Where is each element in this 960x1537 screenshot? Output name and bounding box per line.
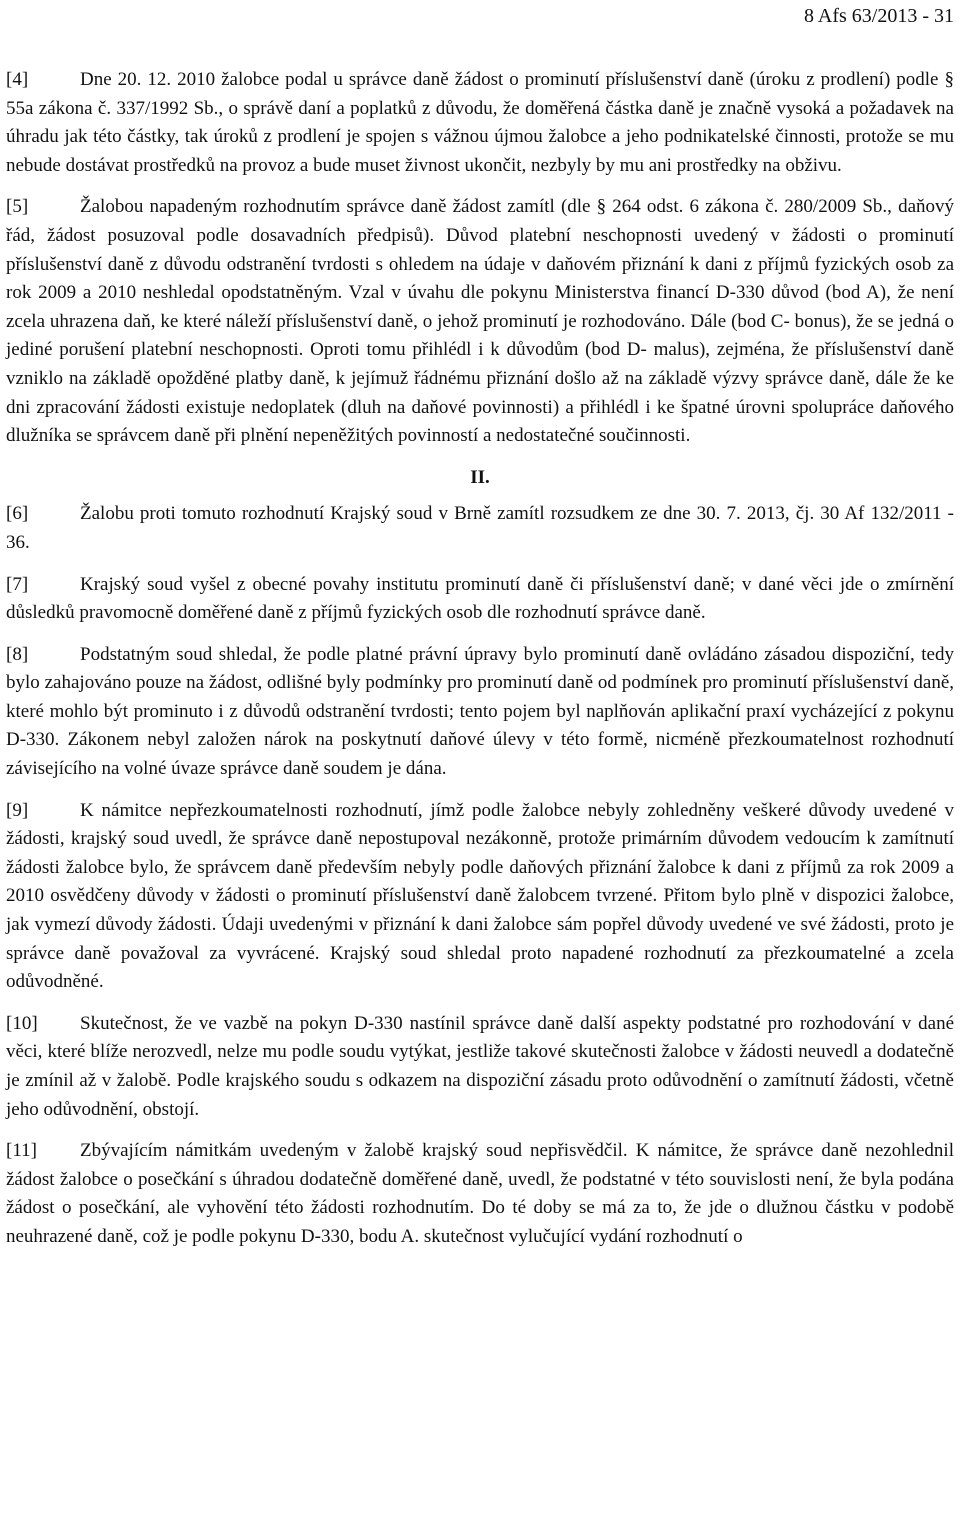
paragraph-text: Zbývajícím námitkám uvedeným v žalobě krajský soud nepřisvědčil. K námitce, že správce daně nezohlednil žádost žalobce o posečkání s úhradou dodatečně doměřené daně, uvedl, že podstatné v této souvislosti není, že byla podána žádost o posečkání, ale vyhovění této žádosti rozhodnutím. Do té doby se má za to, že jde o dlužnou částku v podobě neuhrazené daně, což je podle pokynu D-330, bodu A. skutečnost vylučující vydání rozhodnutí o — [6, 1140, 954, 1247]
paragraph-11 — [6, 1137, 954, 1251]
document-body — [6, 66, 954, 1252]
paragraph-4 — [6, 66, 954, 180]
paragraph-text: Krajský soud vyšel z obecné povahy institutu prominutí daně či příslušenství daně; v dané věci jde o zmírnění důsledků pravomocně doměřené daně z příjmů fyzických osob dle rozhodnutí správce daně. — [6, 573, 954, 624]
paragraph-number: [10] — [6, 1012, 38, 1034]
paragraph-8 — [6, 641, 954, 784]
paragraph-5 — [6, 193, 954, 450]
paragraph-number: [5] — [6, 196, 29, 218]
paragraph-9 — [6, 797, 954, 997]
paragraph-10 — [6, 1010, 954, 1124]
paragraph-7 — [6, 571, 954, 628]
paragraph-number: [11] — [6, 1140, 37, 1162]
paragraph-text: Dne 20. 12. 2010 žalobce podal u správce daně žádost o prominutí příslušenství daně (úroku z prodlení) podle § 55a zákona č. 337/1992 Sb., o správě daní a poplatků z důvodu, že doměřená částka daně je značně vysoká a požadavek na úhradu jak této částky, tak úroků z prodlení je spojen s vážnou újmou žalobce a jeho podnikatelské činnosti, protože se mu nebude dostávat prostředků na provoz a bude muset živnost ukončit, nezbyly by mu ani prostředky na obživu. — [6, 69, 954, 176]
paragraph-number: [9] — [6, 799, 29, 821]
paragraph-text: Podstatným soud shledal, že podle platné právní úpravy bylo prominutí daně ovládáno zásadou dispoziční, tedy bylo zahajováno pouze na žádost, odlišné byly podmínky pro prominutí daně od podmínek pro prominutí příslušenství daně, které mohlo být prominuto i z důvodů odstranění tvrdosti; tento pojem byl naplňován aplikační praxí vycházející z pokynu D-330. Zákonem nebyl založen nárok na poskytnutí daňové úlevy v této formě, nicméně přezkoumatelnost rozhodnutí závisejícího na volné úvaze správce daně soudem je dána. — [6, 643, 954, 780]
paragraph-number: [6] — [6, 503, 29, 525]
paragraph-text: Žalobou napadeným rozhodnutím správce daně žádost zamítl (dle § 264 odst. 6 zákona č. 280/2009 Sb., daňový řád, žádost posuzoval podle dosavadních předpisů). Důvod platební neschopnosti uvedený v žádosti o prominutí příslušenství daně z důvodu odstranění tvrdosti s ohledem na údaje v daňovém přiznání k dani z příjmů fyzických osob za rok 2009 a 2010 neshledal opodstatněným. Vzal v úvahu dle pokynu Ministerstva financí D-330 důvod (bod A), že není zcela uhrazena daň, ke které náleží příslušenství daně, o jehož prominutí je rozhodováno. Dále (bod C- bonus), že se jedná o jediné porušení platební neschopnosti. Oproti tomu přihlédl i k důvodům (bod D- malus), zejména, že příslušenství daně vzniklo na základě opožděné platby daně, k jejímuž řádnému přiznání došlo až na základě výzvy správce daně, dále že ke dni zpracování žádosti existuje nedoplatek (dluh na daňové povinnosti) a přihlédl i ke špatné úrovni spolupráce daňového dlužníka se správcem daně při plnění nepeněžitých povinností a nedostatečné součinnosti. — [6, 196, 954, 447]
paragraph-number: [7] — [6, 573, 29, 595]
paragraph-6 — [6, 500, 954, 557]
paragraph-number: [8] — [6, 643, 29, 665]
paragraph-text: K námitce nepřezkoumatelnosti rozhodnutí, jímž podle žalobce nebyly zohledněny veškeré důvody uvedené v žádosti, krajský soud uvedl, že správce daně nepostupoval nezákonně, protože primárním důvodem vedoucím k zamítnutí žádosti žalobce bylo, že správcem daně především nebyly podle daňových přiznání žalobce k dani z příjmů za rok 2009 a 2010 osvědčeny důvody v žádosti o prominutí příslušenství daně žalobcem tvrzené. Přitom bylo plně v dispozici žalobce, jak vymezí důvody žádosti. Údaji uvedenými v přiznání k dani žalobce sám popřel důvody uvedené ve své žádosti, proto je správce daně považoval za vyvrácené. Krajský soud shledal proto napadené rozhodnutí za přezkoumatelné a zcela odůvodněné. — [6, 799, 954, 993]
paragraph-text: Žalobu proti tomuto rozhodnutí Krajský soud v Brně zamítl rozsudkem ze dne 30. 7. 2013, čj. 30 Af 132/2011 - 36. — [6, 503, 954, 553]
paragraph-text: Skutečnost, že ve vazbě na pokyn D-330 nastínil správce daně další aspekty podstatné pro rozhodování v dané věci, které blíže nerozvedl, nelze mu podle soudu vytýkat, jestliže takové skutečnosti žalobce v žádosti neuvedl a dodatečně je zmínil až v žalobě. Podle krajského soudu s odkazem na dispoziční zásadu proto odůvodnění o zamítnutí žádosti, včetně jeho odůvodnění, obstojí. — [6, 1012, 954, 1120]
paragraph-number: [4] — [6, 69, 29, 90]
case-reference: 8 Afs 63/2013 - 31 — [804, 5, 954, 27]
section-heading: II. — [470, 466, 490, 488]
